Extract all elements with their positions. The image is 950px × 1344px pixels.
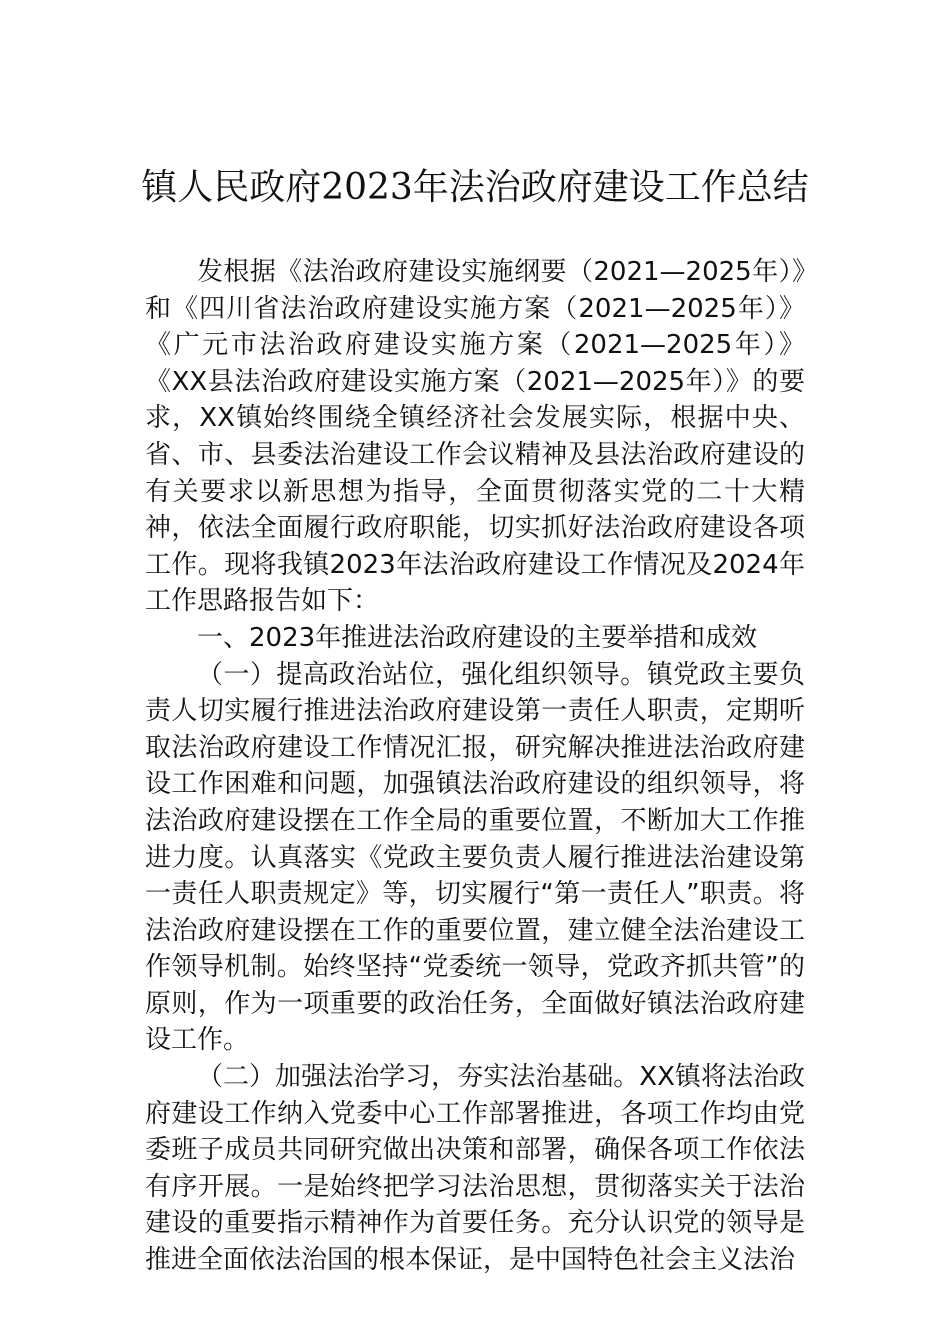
intro-paragraph: 发根据《法治政府建设实施纲要（2021—2025年）》和《四川省法治政府建设实施方案（2021—2025年）》《广元市法治政府建设实施方案（2021—2025年）》《XX县法治政府建设实施方案（2021—2025年）》的要求，XX镇始终围绕全镇经济社会发展实际，根据中央、省、市、县委法治建设工作会议精神及县法治政府建设的有关要求以新思想为指导，全面贯彻落实党的二十大精神，依法全面履行政府职能，切实抓好法治政府建设各项工作。现将我镇2023年法治政府建设工作情况及2024年工作思路报告如下： <box>145 257 805 617</box>
document-body <box>145 254 805 1279</box>
document-title: 镇人民政府2023年法治政府建设工作总结 <box>141 167 809 208</box>
paragraph-organization: （一）提高政治站位，强化组织领导。镇党政主要负责人切实履行推进法治政府建设第一责任人职责，定期听取法治政府建设工作情况汇报，研究解决推进法治政府建设工作困难和问题，加强镇法治政府建设的组织领导，将法治政府建设摆在工作全局的重要位置，不断加大工作推进力度。认真落实《党政主要负责人履行推进法治建设第一责任人职责规定》等，切实履行“第一责任人”职责。将法治政府建设摆在工作的重要位置，建立健全法治建设工作领导机制。始终坚持“党委统一领导，党政齐抓共管”的原则，作为一项重要的政治任务，全面做好镇法治政府建设工作。 <box>145 659 805 1056</box>
section-heading: 一、2023年推进法治政府建设的主要举措和成效 <box>197 622 758 653</box>
paragraph-legal-study: （二）加强法治学习，夯实法治基础。XX镇将法治政府建设工作纳入党委中心工作部署推进，各项工作均由党委班子成员共同研究做出决策和部署，确保各项工作依法有序开展。一是始终把学习法治思想，贯彻落实关于法治建设的重要指示精神作为首要任务。充分认识党的领导是推进全面依法治国的根本保证，是中国特色社会主义法治 <box>145 1062 805 1276</box>
